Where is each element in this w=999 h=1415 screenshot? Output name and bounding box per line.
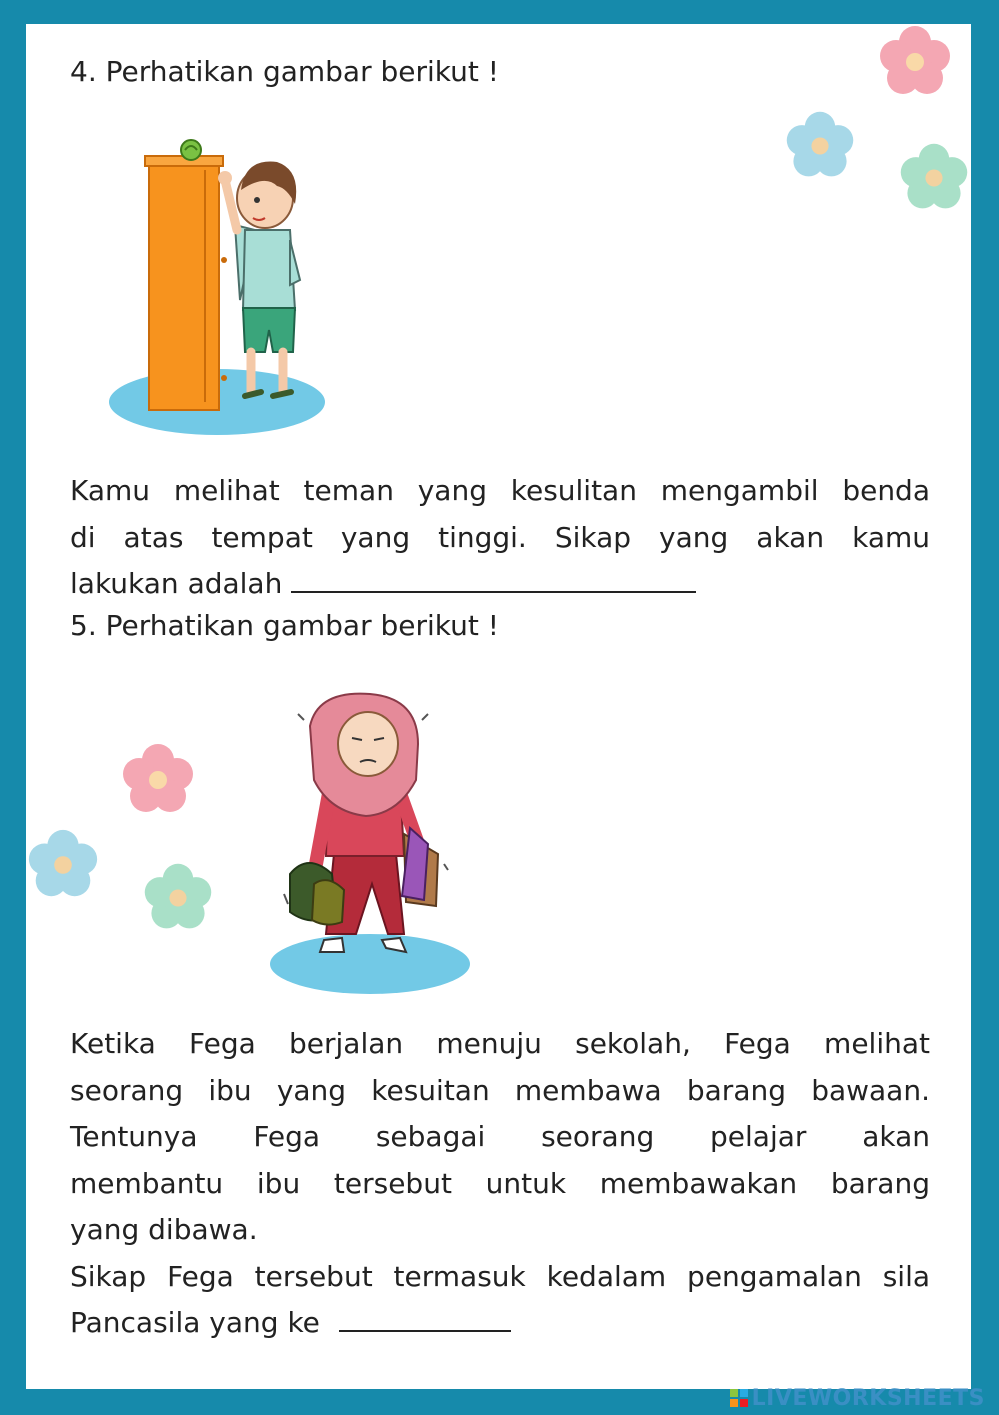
liveworksheets-logo-icon (730, 1389, 748, 1407)
flower-pink-top-icon (875, 22, 955, 102)
brand-text: LIVEWORKSHEETS (751, 1385, 985, 1411)
flower-green-top-icon (896, 140, 972, 216)
question-5-paragraph (70, 1021, 930, 1347)
question-4-line-2: di atas tempat yang tinggi. Sikap yang akan kamu (70, 520, 930, 554)
flower-blue-mid-icon (24, 826, 102, 904)
liveworksheets-brand (730, 1385, 985, 1411)
question-4-line-3 (70, 561, 930, 608)
question-5-followup-line-2 (70, 1300, 930, 1347)
flower-pink-mid-icon (118, 740, 198, 820)
question-5-followup-line-1: Sikap Fega tersebut termasuk kedalam pengamalan sila (70, 1259, 930, 1293)
question-4-line-3-text: lakukan adalah (70, 567, 283, 600)
flower-blue-top-icon (782, 108, 858, 184)
woman-carrying-bags-illustration (268, 684, 478, 999)
question-5-line-5: yang dibawa. (70, 1213, 258, 1246)
boy-reaching-cabinet-illustration (105, 130, 335, 440)
question-4-paragraph (70, 468, 930, 608)
question-5-line-4: membantu ibu tersebut untuk membawakan barang (70, 1166, 930, 1200)
question-5-answer-blank[interactable] (339, 1304, 511, 1332)
question-5-line-1: Ketika Fega berjalan menuju sekolah, Fega melihat (70, 1027, 930, 1060)
question-5-heading: 5. Perhatikan gambar berikut ! (70, 609, 499, 642)
question-4-answer-blank[interactable] (291, 565, 696, 593)
flower-green-mid-icon (140, 860, 216, 936)
question-4-line-1: Kamu melihat teman yang kesulitan mengambil benda (70, 474, 930, 507)
question-5-followup-line-2-text: Pancasila yang ke (70, 1306, 320, 1339)
question-5-line-3: Tentunya Fega sebagai seorang pelajar akan (70, 1120, 930, 1153)
question-5-line-2: seorang ibu yang kesuitan membawa barang bawaan. (70, 1073, 930, 1107)
question-4-heading: 4. Perhatikan gambar berikut ! (70, 55, 499, 88)
